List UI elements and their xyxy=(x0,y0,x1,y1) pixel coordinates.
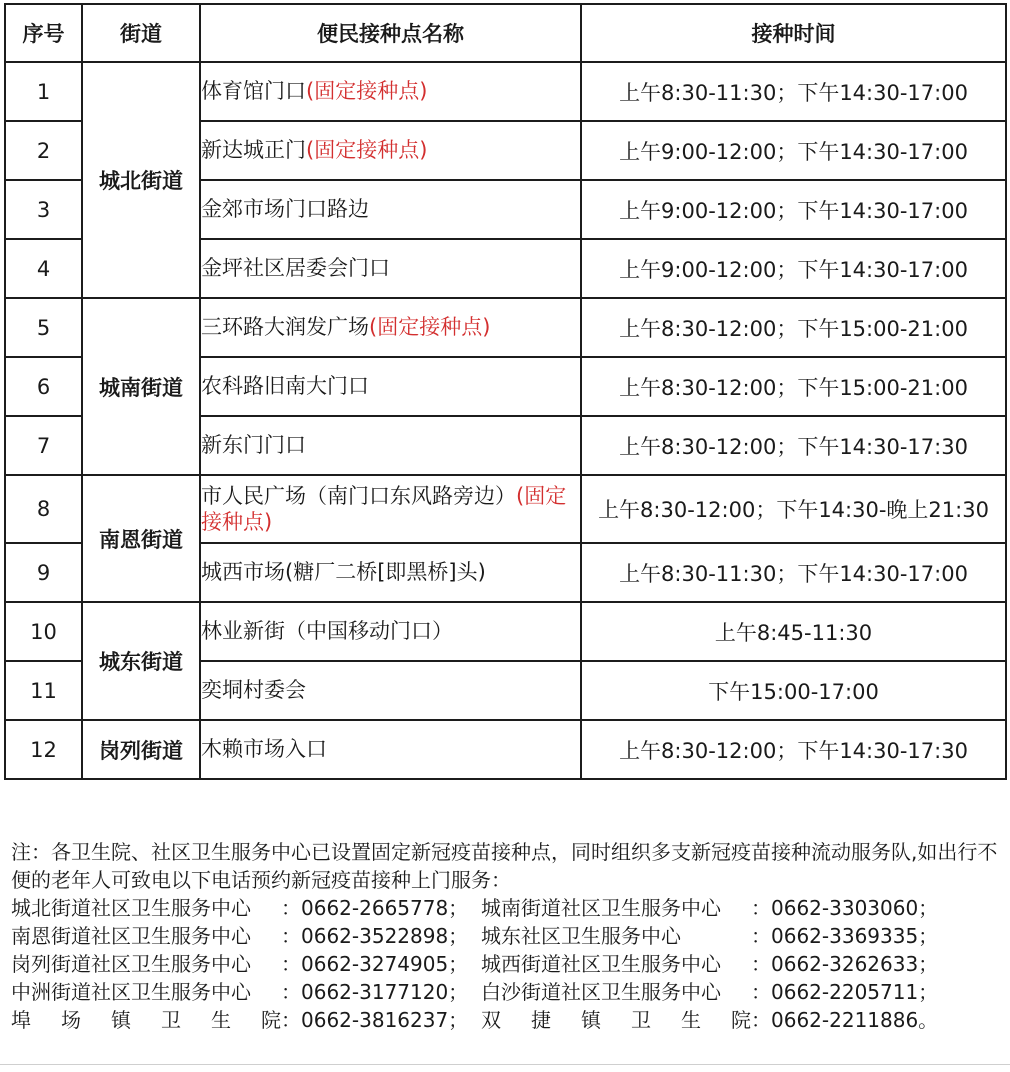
row-number: 10 xyxy=(5,602,82,661)
contact-phone: ：0662-3522898； xyxy=(281,924,469,948)
table-row xyxy=(5,602,1006,661)
site-name xyxy=(200,475,581,543)
site-name-text: 市人民广场（南门口东风路旁边） xyxy=(201,483,516,508)
contact-phone: ：0662-3303060； xyxy=(751,896,939,920)
contact-name: 城北街道社区卫生服务中心 xyxy=(11,896,251,920)
header-vaccination-time: 接种时间 xyxy=(581,4,1006,62)
vaccination-time: 上午8:30-11:30；下午14:30-17:00 xyxy=(581,62,1006,121)
header-serial-number: 序号 xyxy=(5,4,82,62)
street-name: 城南街道 xyxy=(82,298,200,475)
fixed-site-tag: (固定接种点) xyxy=(369,315,491,340)
site-name-text: 体育馆门口 xyxy=(201,79,306,104)
row-number: 7 xyxy=(5,416,82,475)
vaccination-sites-table xyxy=(4,3,1007,780)
vaccination-time: 上午8:30-12:00；下午14:30-晚上21:30 xyxy=(581,475,1006,543)
contact-line xyxy=(11,894,1001,922)
note-text: 注：各卫生院、社区卫生服务中心已设置固定新冠疫苗接种点，同时组织多支新冠疫苗接种流动服务队,如出行不便的老年人可致电以下电话预约新冠疫苗接种上门服务： xyxy=(11,840,998,892)
site-name: 金郊市场门口路边 xyxy=(200,180,581,239)
contact-name: 城东社区卫生服务中心 xyxy=(481,924,681,948)
table-row xyxy=(5,298,1006,357)
site-name: 木赖市场入口 xyxy=(200,720,581,779)
row-number: 6 xyxy=(5,357,82,416)
contact-phone: ：0662-2211886。 xyxy=(751,1008,939,1032)
vaccination-time: 上午8:30-12:00；下午14:30-17:30 xyxy=(581,416,1006,475)
street-name: 岗列街道 xyxy=(82,720,200,779)
site-name: 金坪社区居委会门口 xyxy=(200,239,581,298)
table-row xyxy=(5,62,1006,121)
table-row xyxy=(5,475,1006,543)
contact-phone: ：0662-3369335； xyxy=(751,924,939,948)
contact-phone: ：0662-3177120； xyxy=(281,980,469,1004)
contact-name: 双捷镇卫生院 xyxy=(481,1008,751,1032)
bottom-divider xyxy=(0,1064,1010,1065)
fixed-site-tag: (固定接种点) xyxy=(201,483,567,534)
site-name-text: 三环路大润发广场 xyxy=(201,315,369,340)
contact-name: 南恩街道社区卫生服务中心 xyxy=(11,924,251,948)
contact-name: 城西街道社区卫生服务中心 xyxy=(481,952,721,976)
fixed-site-tag: (固定接种点) xyxy=(306,79,428,104)
street-name: 南恩街道 xyxy=(82,475,200,602)
contact-name: 中洲街道社区卫生服务中心 xyxy=(11,980,251,1004)
contact-phone: ：0662-3274905； xyxy=(281,952,469,976)
contact-phone: ：0662-3262633； xyxy=(751,952,939,976)
site-name: 奕垌村委会 xyxy=(200,661,581,720)
vaccination-time: 下午15:00-17:00 xyxy=(581,661,1006,720)
site-name xyxy=(200,62,581,121)
row-number: 1 xyxy=(5,62,82,121)
header-site-name: 便民接种点名称 xyxy=(200,4,581,62)
contact-name: 岗列街道社区卫生服务中心 xyxy=(11,952,251,976)
contact-phone: ：0662-3816237； xyxy=(281,1008,469,1032)
contact-line xyxy=(11,1006,1001,1034)
site-name xyxy=(200,298,581,357)
table-row xyxy=(5,720,1006,779)
site-name: 林业新街（中国移动门口） xyxy=(200,602,581,661)
row-number: 3 xyxy=(5,180,82,239)
table-header-row xyxy=(5,4,1006,62)
vaccination-time: 上午8:30-11:30；下午14:30-17:00 xyxy=(581,543,1006,602)
vaccination-time: 上午8:30-12:00；下午15:00-21:00 xyxy=(581,298,1006,357)
row-number: 2 xyxy=(5,121,82,180)
street-name: 城东街道 xyxy=(82,602,200,720)
site-name: 农科路旧南大门口 xyxy=(200,357,581,416)
vaccination-time: 上午8:30-12:00；下午15:00-21:00 xyxy=(581,357,1006,416)
contact-name: 白沙街道社区卫生服务中心 xyxy=(481,980,721,1004)
header-street: 街道 xyxy=(82,4,200,62)
contact-phone: ：0662-2205711； xyxy=(751,980,939,1004)
vaccination-time: 上午8:30-12:00；下午14:30-17:30 xyxy=(581,720,1006,779)
site-name: 新东门门口 xyxy=(200,416,581,475)
contact-line xyxy=(11,922,1001,950)
vaccination-time: 上午8:45-11:30 xyxy=(581,602,1006,661)
contact-name: 城南街道社区卫生服务中心 xyxy=(481,896,721,920)
contact-name: 埠场镇卫生院 xyxy=(11,1008,281,1032)
site-name-text: 新达城正门 xyxy=(201,138,306,163)
fixed-site-tag: (固定接种点) xyxy=(306,138,428,163)
vaccination-time: 上午9:00-12:00；下午14:30-17:00 xyxy=(581,121,1006,180)
row-number: 5 xyxy=(5,298,82,357)
service-note xyxy=(11,838,1001,1034)
row-number: 11 xyxy=(5,661,82,720)
site-name xyxy=(200,121,581,180)
row-number: 9 xyxy=(5,543,82,602)
contact-line xyxy=(11,950,1001,978)
site-name: 城西市场(糖厂二桥[即黑桥]头) xyxy=(200,543,581,602)
street-name: 城北街道 xyxy=(82,62,200,298)
row-number: 8 xyxy=(5,475,82,543)
contact-phone: ：0662-2665778； xyxy=(281,896,469,920)
row-number: 12 xyxy=(5,720,82,779)
vaccination-time: 上午9:00-12:00；下午14:30-17:00 xyxy=(581,180,1006,239)
contact-line xyxy=(11,978,1001,1006)
vaccination-time: 上午9:00-12:00；下午14:30-17:00 xyxy=(581,239,1006,298)
row-number: 4 xyxy=(5,239,82,298)
